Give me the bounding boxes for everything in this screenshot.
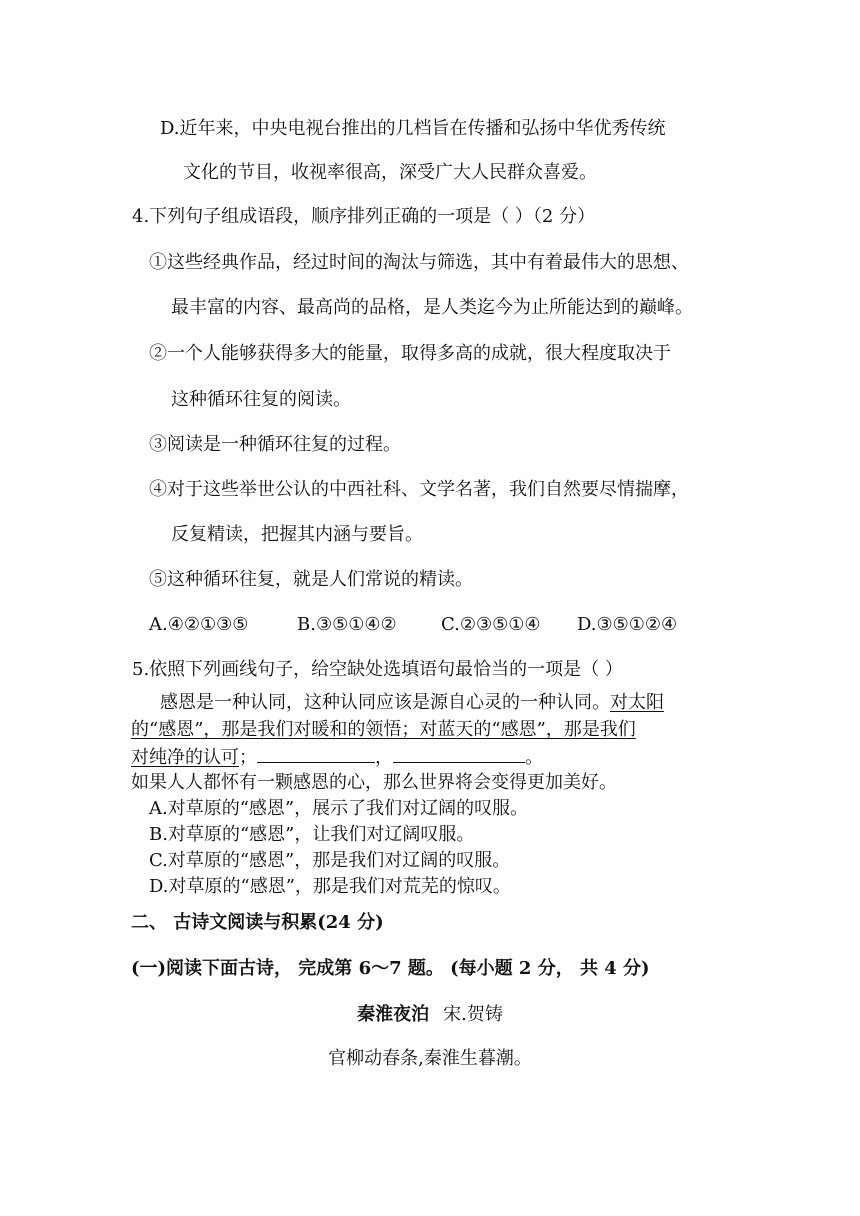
q4-option-c: C.②③⑤①④ — [441, 614, 541, 635]
q5-passage-line3 — [131, 746, 543, 769]
q4-option-a: A.④②①③⑤ — [149, 614, 249, 635]
q4-stem: 4.下列句子组成语段，顺序排列正确的一项是（ ）（2 分） — [132, 206, 596, 227]
q5-separator-2: ， — [375, 747, 393, 768]
q5-blank-1 — [257, 746, 375, 763]
q5-underlined-sentence-start: 对太阳 — [610, 692, 664, 713]
q3-option-d-line1: D.近年来，中央电视台推出的几档旨在传播和弘扬中华优秀传统 — [160, 118, 666, 139]
section-2-heading: 二、 古诗文阅读与积累(24 分) — [131, 912, 384, 933]
q5-stem: 5.依照下列画线句子，给空缺处选填语句最恰当的一项是（ ） — [132, 659, 623, 680]
q5-passage-line2-underlined: 的“感恩”，那是我们对暖和的领悟；对蓝天的“感恩”，那是我们 — [131, 719, 636, 740]
poem-title: 秦淮夜泊 — [357, 1004, 430, 1025]
q4-sentence-3: ③阅读是一种循环往复的过程。 — [149, 434, 401, 455]
q5-underlined-sentence-end: 对纯净的认可 — [131, 747, 239, 768]
q5-passage-plain: 感恩是一种认同，这种认同应该是源自心灵的一种认同。 — [160, 692, 610, 713]
q4-sentence-2-line2: 这种循环往复的阅读。 — [171, 389, 351, 410]
q5-option-c: C.对草原的“感恩”，那是我们对辽阔的叹服。 — [149, 850, 511, 871]
poem-line-1: 官柳动春条,秦淮生暮潮。 — [328, 1048, 532, 1069]
q5-option-a: A.对草原的“感恩”，展示了我们对辽阔的叹服。 — [149, 798, 529, 819]
q4-sentence-1-line2: 最丰富的内容、最高尚的品格，是人类迄今为止所能达到的巅峰。 — [171, 297, 693, 318]
q5-blank-2 — [393, 746, 525, 763]
q4-sentence-2-line1: ②一个人能够获得多大的能量，取得多高的成就，很大程度取决于 — [149, 343, 671, 364]
q4-sentence-5: ⑤这种循环往复，就是人们常说的精读。 — [149, 569, 473, 590]
q4-sentence-4-line2: 反复精读，把握其内涵与要旨。 — [171, 524, 423, 545]
q5-option-b: B.对草原的“感恩”，让我们对辽阔叹服。 — [149, 824, 475, 845]
q5-passage-line4: 如果人人都怀有一颗感恩的心，那么世界将会变得更加美好。 — [131, 772, 617, 793]
q5-end-mark: 。 — [525, 747, 543, 768]
q4-option-d: D.③⑤①②④ — [577, 614, 678, 635]
q4-sentence-4-line1: ④对于这些举世公认的中西社科、文学名著，我们自然要尽情揣摩， — [149, 479, 689, 500]
section-2-subheading: (一)阅读下面古诗， 完成第 6～7 题。 (每小题 2 分， 共 4 分) — [131, 958, 650, 979]
q5-option-d: D.对草原的“感恩”，那是我们对荒芜的惊叹。 — [149, 876, 511, 897]
q4-sentence-1-line1: ①这些经典作品，经过时间的淘汰与筛选，其中有着最伟大的思想、 — [149, 252, 689, 273]
q5-separator-1: ； — [239, 747, 257, 768]
poem-title-line — [0, 1004, 860, 1026]
poem-author: 宋.贺铸 — [443, 1004, 503, 1025]
q4-options — [149, 614, 677, 636]
q4-option-b: B.③⑤①④② — [297, 614, 397, 635]
q3-option-d-line2: 文化的节目，收视率很高，深受广大人民群众喜爱。 — [183, 162, 597, 183]
q5-passage-line1 — [160, 692, 664, 714]
